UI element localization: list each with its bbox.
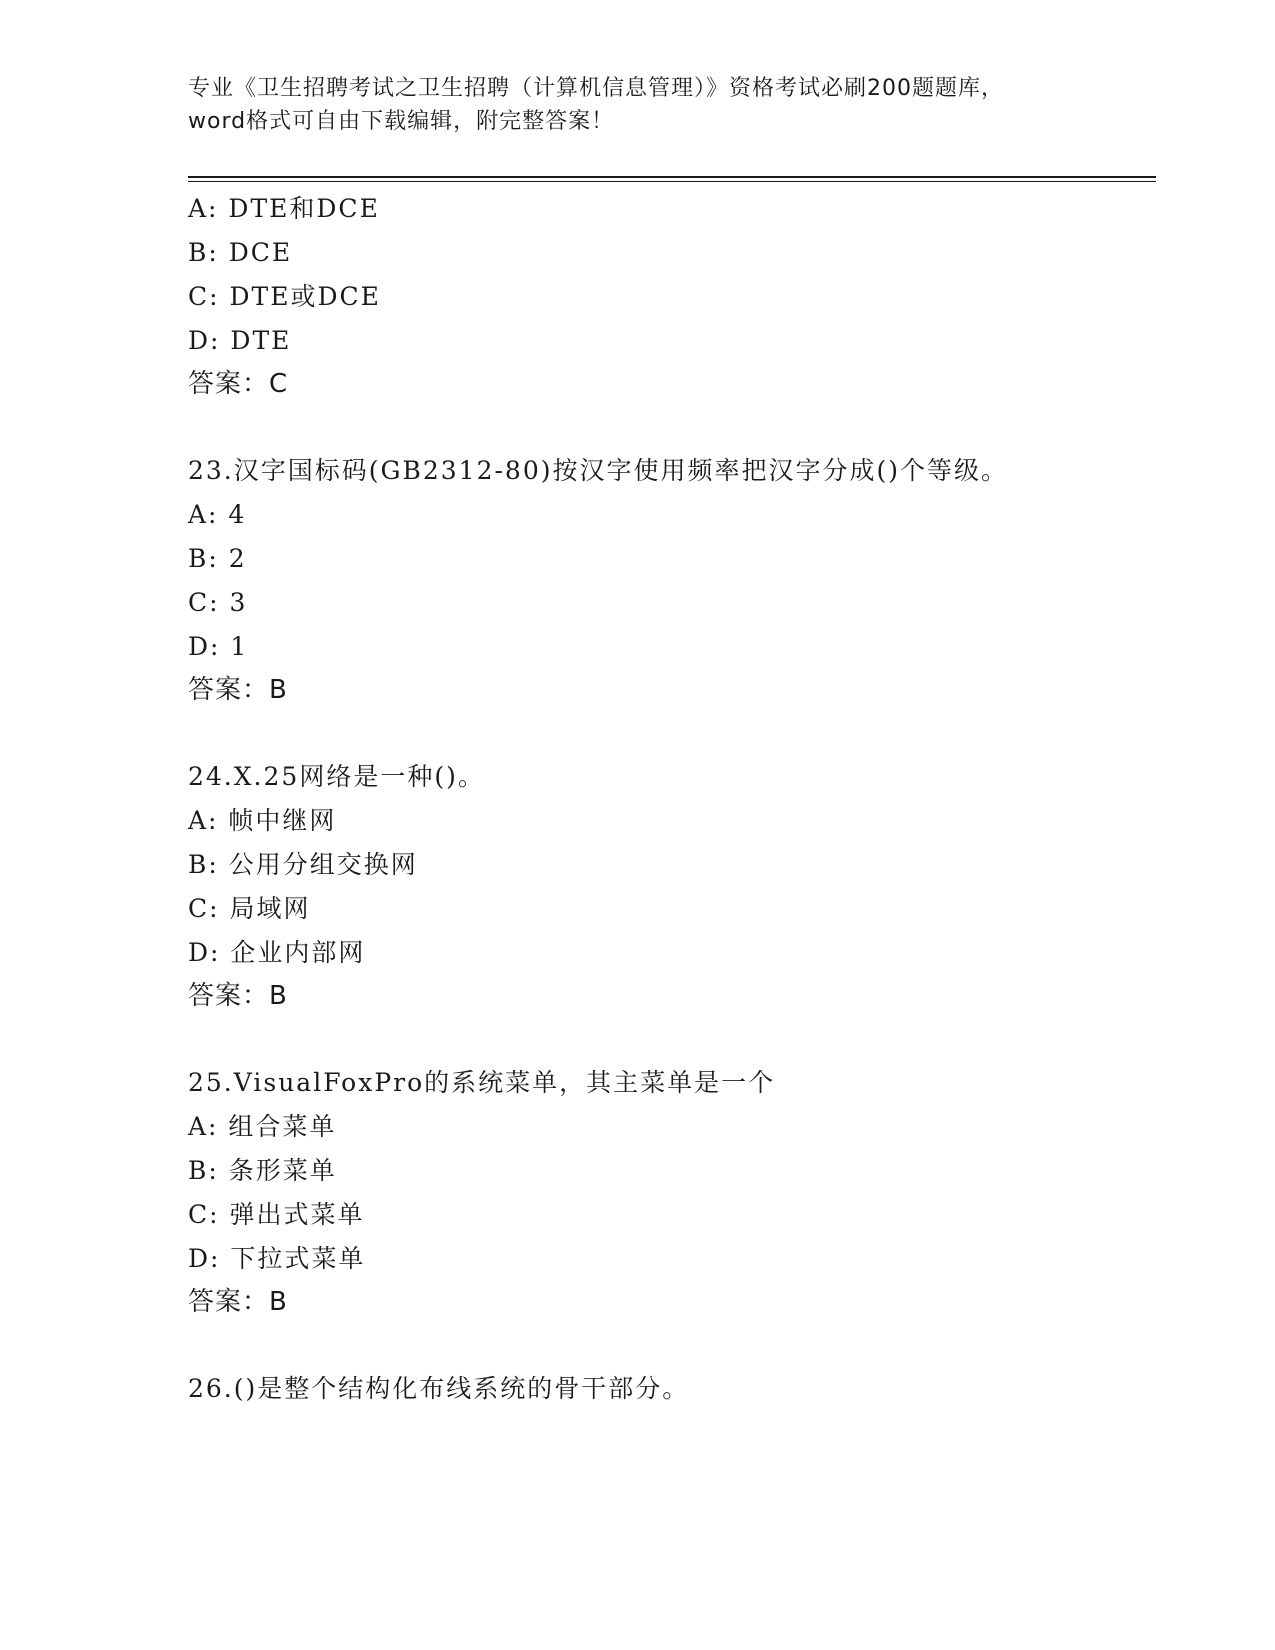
q23-option-b: B: 2 xyxy=(188,544,247,573)
q23-answer: 答案：B xyxy=(188,675,288,705)
q25-option-a: A: 组合菜单 xyxy=(188,1112,337,1141)
q22-option-c: C: DTE或DCE xyxy=(188,282,381,311)
q24-option-b: B: 公用分组交换网 xyxy=(188,850,418,879)
header-line-2: word格式可自由下载编辑，附完整答案！ xyxy=(188,109,615,134)
q24-option-a: A: 帧中继网 xyxy=(188,806,337,835)
q25-option-d: D: 下拉式菜单 xyxy=(188,1244,366,1273)
q23-option-a: A: 4 xyxy=(188,500,247,529)
header-divider-thin xyxy=(188,181,1156,182)
q25-option-b: B: 条形菜单 xyxy=(188,1156,337,1185)
q23-option-c: C: 3 xyxy=(188,588,248,617)
q22-answer: 答案：C xyxy=(188,369,289,399)
q24-option-c: C: 局域网 xyxy=(188,894,311,923)
q25-option-c: C: 弹出式菜单 xyxy=(188,1200,365,1229)
q22-option-b: B: DCE xyxy=(188,238,293,267)
q22-option-a: A: DTE和DCE xyxy=(188,194,380,223)
header-divider-thick xyxy=(188,176,1156,178)
q22-option-d: D: DTE xyxy=(188,326,292,355)
q25-answer: 答案：B xyxy=(188,1287,288,1317)
q23-option-d: D: 1 xyxy=(188,632,249,661)
q26-question: 26.()是整个结构化布线系统的骨干部分。 xyxy=(188,1374,690,1403)
q25-question: 25.VisualFoxPro的系统菜单，其主菜单是一个 xyxy=(188,1068,776,1097)
q24-answer: 答案：B xyxy=(188,981,288,1011)
q23-question: 23.汉字国标码(GB2312-80)按汉字使用频率把汉字分成()个等级。 xyxy=(188,456,1008,485)
document-header xyxy=(188,72,1088,138)
header-line-1: 专业《卫生招聘考试之卫生招聘（计算机信息管理）》资格考试必刷200题题库， xyxy=(188,76,1004,101)
q24-option-d: D: 企业内部网 xyxy=(188,938,366,967)
q24-question: 24.X.25网络是一种()。 xyxy=(188,762,485,791)
